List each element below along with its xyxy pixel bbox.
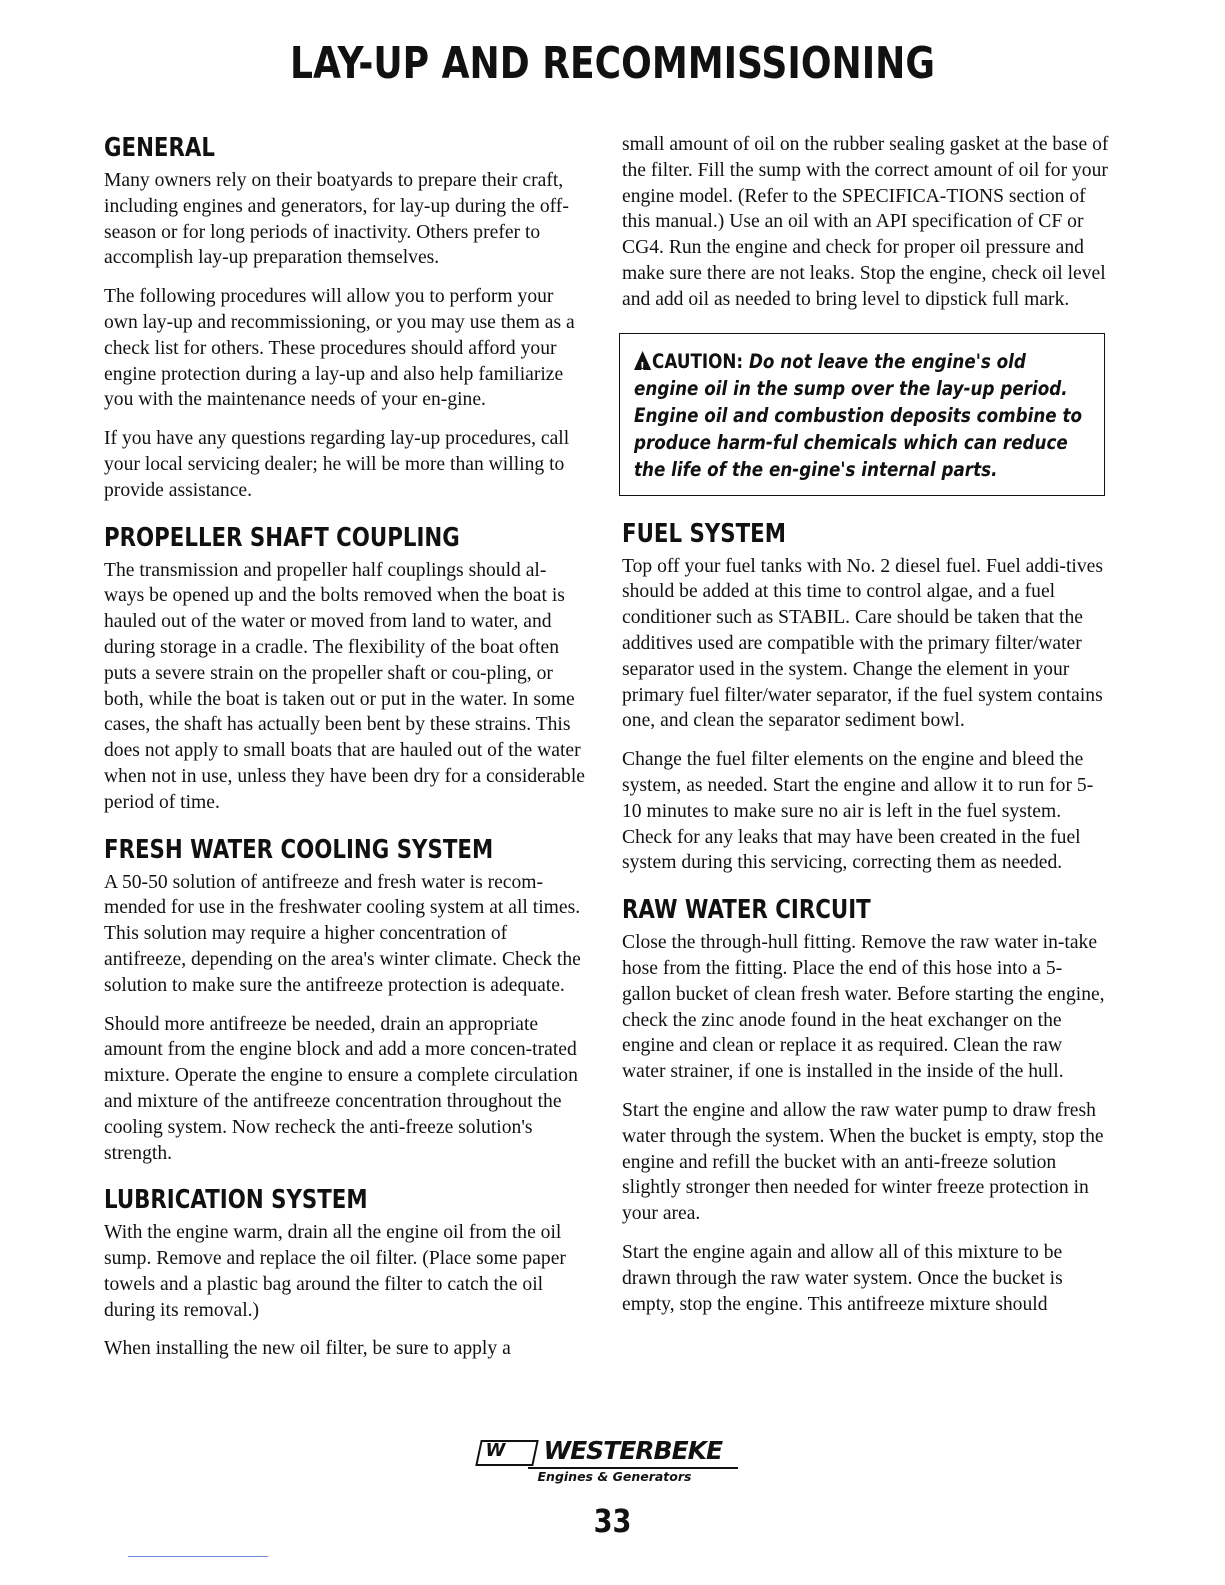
- paragraph: Should more antifreeze be needed, drain an appropriate amount from the engine block and add a more concen-trated mixture. Operate the engine to ensure a complete circulation and mixture of the antifreeze concentration throughout the cooling system. Now recheck the anti-freeze solution's strength.: [104, 1013, 578, 1164]
- footer: [0, 1436, 1225, 1489]
- page-title: LAY-UP AND RECOMMISSIONING: [290, 38, 935, 89]
- page-number: 33: [593, 1502, 632, 1540]
- paragraph: Close the through-hull fitting. Remove the raw water in-take hose from the fitting. Place the end of this hose into a 5-gallon bucket of clean fresh water. Before starting the engine, check the zinc anode found in the heat exchanger on the engine and clean or replace it as required. Clean the raw water strainer, if one is installed in the inside of the hull.: [622, 932, 1105, 1083]
- paragraph: Change the fuel filter elements on the engine and bleed the system, as needed. Start the engine and allow it to run for 5-10 minutes to make sure no air is left in the fuel system. Check for any leaks that may have been created in the fuel system during this servicing, correcting them as needed.: [622, 749, 1094, 874]
- section-heading: PROPELLER SHAFT COUPLING: [104, 522, 460, 553]
- section-fuel-system: [622, 518, 1110, 877]
- paragraph: The following procedures will allow you to perform your own lay-up and recommissioning, or you may use them as a check list for others. These procedures should afford your engine protection during a lay-up and also help familiarize you with the maintenance needs of your en-gine.: [104, 286, 575, 411]
- paragraph: A 50-50 solution of antifreeze and fresh water is recom-mended for use in the freshwater cooling system at all times. This solution may require a higher concentration of antifreeze, depending on the area's winter climate. Check the solution to make sure the antifreeze protection is adequate.: [104, 871, 581, 996]
- section-heading: GENERAL: [104, 133, 215, 163]
- paragraph: Start the engine again and allow all of this mixture to be drawn through the raw water system. Once the bucket is empty, stop the engine. This antifreeze mixture should: [622, 1241, 1063, 1315]
- paragraph: Top off your fuel tanks with No. 2 diesel fuel. Fuel addi-tives should be added at this time to control algae, and a fuel conditioner such as STABIL. Care should be taken that the additives used are compatible with the primary filter/water separator used in the system. Change the element in your primary fuel filter/water separator, if the fuel system contains one, and clean the separator sediment bowl.: [622, 555, 1103, 732]
- brand-tagline: Engines & Generators: [537, 1469, 692, 1484]
- paragraph: With the engine warm, drain all the engine oil from the oil sump. Remove and replace the oil filter. (Place some paper towels and a plastic bag around the filter to catch the oil during its removal.): [104, 1222, 566, 1321]
- section-propeller-shaft-coupling: [104, 522, 586, 816]
- section-heading: FRESH WATER COOLING SYSTEM: [104, 834, 494, 865]
- paragraph: Start the engine and allow the raw water pump to draw fresh water through the system. When the bucket is empty, stop the engine and refill the bucket with an anti-freeze solution slightly stronger then needed for winter freeze protection in your area.: [622, 1099, 1104, 1225]
- left-column: [104, 132, 586, 1380]
- warning-triangle-icon: [634, 351, 651, 370]
- brand-name: WESTERBEKE: [543, 1436, 723, 1465]
- paragraph: If you have any questions regarding lay-up procedures, call your local servicing dealer; he will be more than willing to provide assistance.: [104, 428, 570, 501]
- section-heading: RAW WATER CIRCUIT: [622, 895, 871, 926]
- caution-message: Do not leave the engine's old engine oil in the sump over the lay-up period. Engine oil and combustion deposits combine to produce harm-ful chemicals which can reduce the life of the en-gine's internal parts.: [634, 349, 1083, 481]
- scan-artifact-line: [128, 1556, 268, 1557]
- section-general: [104, 132, 586, 504]
- section-heading: LUBRICATION SYSTEM: [104, 1185, 368, 1216]
- paragraph: The transmission and propeller half couplings should al-ways be opened up and the bolts removed when the boat is hauled out of the water or moved from land to water, and during storage in a cradle. The flexibility of the boat often puts a severe strain on the propeller shaft or cou-pling, or both, while the boat is taken out or put in the water. In some cases, the shaft has actually been bent by these strains. This does not apply to small boats that are hauled out of the water when not in use, unless they have been dry for a considerable period of time.: [104, 559, 585, 813]
- caution-box: [619, 333, 1105, 496]
- section-heading: FUEL SYSTEM: [622, 518, 786, 549]
- logo-box-icon: [475, 1440, 539, 1466]
- caution-label: CAUTION:: [652, 349, 744, 373]
- westerbeke-logo: [478, 1436, 748, 1484]
- section-lubrication-system: [104, 1184, 586, 1362]
- caution-text-block: [634, 348, 1088, 483]
- right-column: [622, 132, 1110, 1335]
- section-fresh-water-cooling: [104, 834, 586, 1167]
- section-raw-water-circuit: [622, 894, 1110, 1317]
- logo-mark: W: [485, 1440, 506, 1461]
- paragraph: When installing the new oil filter, be sure to apply a: [104, 1338, 511, 1360]
- paragraph-lubrication-continued: small amount of oil on the rubber sealing gasket at the base of the filter. Fill the sump with the correct amount of oil for your engine model. (Refer to the SPECIFICA-TIONS section of this manual.) Use an oil with an API specification of CF or CG4. Run the engine and check for proper oil pressure and make sure there are not leaks. Stop the engine, check oil level and add oil as needed to bring level to dipstick full mark.: [622, 134, 1109, 310]
- paragraph: Many owners rely on their boatyards to prepare their craft, including engines and generators, for lay-up during the off-season or for long periods of inactivity. Others prefer to accomplish lay-up preparation themselves.: [104, 170, 569, 269]
